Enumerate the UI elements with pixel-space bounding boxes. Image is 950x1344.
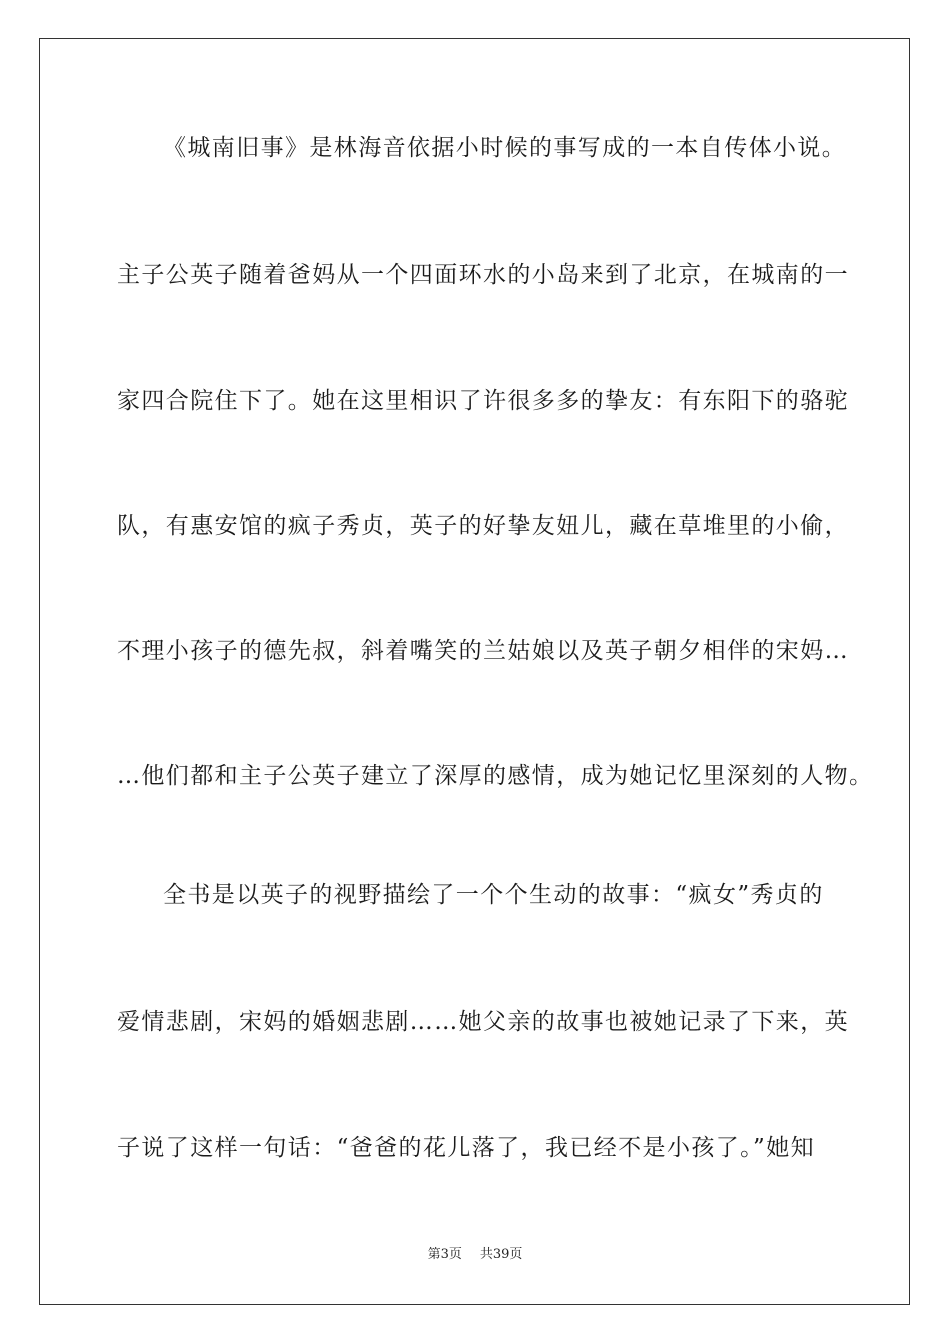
paragraph-line-5: 不理小孩子的德先叔，斜着嘴笑的兰姑娘以及英子朝夕相伴的宋妈… [117, 638, 849, 664]
paragraph-line-2: 主子公英子随着爸妈从一个四面环水的小岛来到了北京，在城南的一 [117, 262, 849, 288]
paragraph-line-6: …他们都和主子公英子建立了深厚的感情，成为她记忆里深刻的人物。 [117, 763, 874, 789]
page-border [39, 38, 910, 1305]
paragraph-line-9: 子说了这样一句话：“爸爸的花儿落了，我已经不是小孩了。”她知 [117, 1135, 816, 1161]
page-footer [0, 1246, 950, 1264]
page-number: 第3页 [427, 1247, 462, 1262]
paragraph-line-1: 《城南旧事》是林海音依据小时候的事写成的一本自传体小说。 [163, 135, 847, 161]
paragraph-line-4: 队，有惠安馆的疯子秀贞，英子的好挚友妞儿，藏在草堆里的小偷， [117, 513, 849, 539]
total-pages: 共39页 [479, 1247, 523, 1262]
paragraph-line-7: 全书是以英子的视野描绘了一个个生动的故事：“疯女”秀贞的 [163, 882, 824, 908]
paragraph-line-8: 爱情悲剧，宋妈的婚姻悲剧……她父亲的故事也被她记录了下来，英 [117, 1009, 849, 1035]
paragraph-line-3: 家四合院住下了。她在这里相识了许很多多的挚友：有东阳下的骆驼 [117, 388, 849, 414]
